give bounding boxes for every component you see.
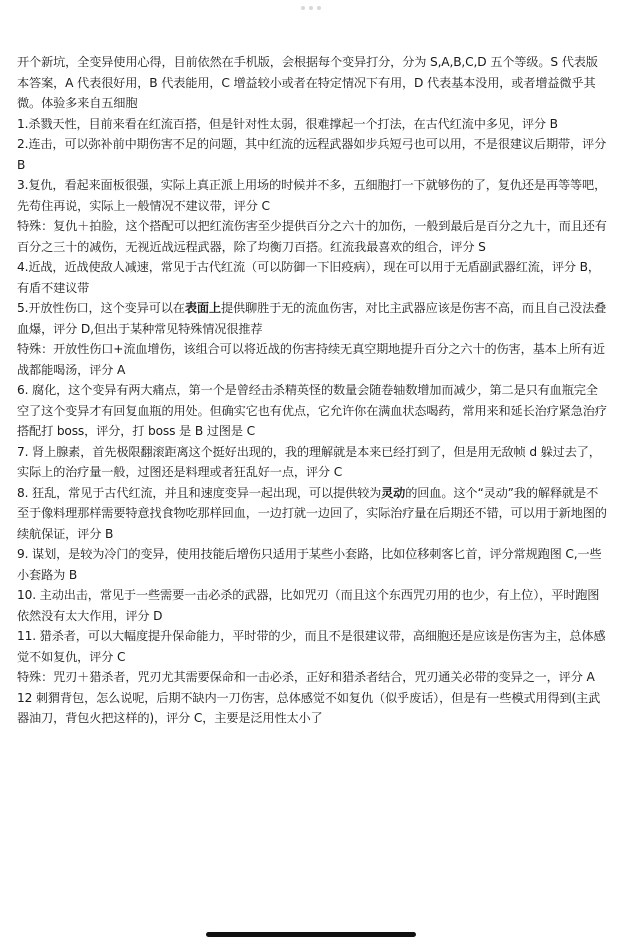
mutation-6-paragraph: 6. 腐化，这个变异有两大痛点，第一个是曾经击杀精英怪的数量会随卷轴数增加而减少，第二是只有血瓶完全空了这个变异才有回复血瓶的用处。但确实它也有优点，它允许你在满血状态喝药，常用来和延长治疗紧急治疗搭配打 boss，评分，打 boss 是 B 过图是 C [17,383,607,438]
text-segment: 5.开放性伤口，这个变异可以在 [17,301,185,315]
mutation-10-paragraph: 10. 主动出击，常见于一些需要一击必杀的武器，比如咒刃（而且这个东西咒刃用的也少，有上位），平时跑图依然没有太大作用，评分 D [17,588,600,623]
mutation-4-paragraph: 4.近战，近战使敌人减速，常见于古代红流（可以防御一下旧疫病），现在可以用于无盾副武器红流，评分 B，有盾不建议带 [17,260,600,295]
intro-paragraph: 开个新坑，全变异使用心得，目前依然在手机版，会根据每个变异打分，分为 S,A,B,C,D 五个等级。S 代表版本答案，A 代表很好用，B 代表能用，C 增益较小或者在特定情况下有用，D 代表基本没用，或者增益微乎其微。体验多来自五细胞 [17,55,598,110]
mutation-5-paragraph [17,298,607,339]
mutation-9-paragraph: 9. 谋划，是较为冷门的变异，使用技能后增伤只适用于某些小套路，比如位移刺客匕首，评分常规跑图 C,一些小套路为 B [17,547,602,582]
mutation-5-special-paragraph: 特殊：开放性伤口+流血增伤，该组合可以将近战的伤害持续无真空期地提升百分之六十的伤害，基本上所有近战都能喝汤，评分 A [17,342,605,377]
home-indicator-bar[interactable] [206,932,416,937]
mutation-1-paragraph: 1.杀戮天性，目前来看在红流百搭，但是针对性太弱，很难撑起一个打法，在古代红流中多见，评分 B [17,116,558,131]
document-body [17,52,607,729]
text-segment: 8. 狂乱，常见于古代红流，并且和速度变异一起出现，可以提供较为 [17,485,382,500]
mutation-3-paragraph: 3.复仇，看起来面板很强，实际上真正派上用场的时候并不多，五细胞打一下就够伤的了，复仇还是再等等吧，先苟住再说，实际上一般情况不建议带，评分 C [17,178,607,213]
mutation-12-paragraph: 12 刺猬背包，怎么说呢，后期不缺内一刀伤害，总体感觉不如复仇（似乎废话），但是有一些模式用得到(主武器油刀，背包火把这样的)，评分 C，主要是泛用性太小了 [17,690,601,725]
bold-text-segment: 灵动 [381,485,406,500]
text-segment: 提供聊胜于无的流血伤害，对比主武器应该是伤害不高，而且自己没法叠血爆，评分 D,但出于某种常见特殊情况很推荐 [17,301,607,336]
mutation-3-special-paragraph: 特殊：复仇＋拍脸，这个搭配可以把红流伤害至少提供百分之六十的加伤，一般到最后是百分之九十，而且还有百分之三十的减伤，无视近战远程武器，除了均衡刀百搭。红流我最喜欢的组合，评分 S [17,219,607,254]
text-segment: 的回血。这个“灵动”我的解释就是不至于像料理那样需要特意找食物吃那样回血，一边打就一边回了，实际治疗量在后期还不错，可以用于新地图的续航保证，评分 B [17,485,607,541]
status-indicator-dots [0,6,621,10]
mutation-2-paragraph: 2.连击，可以弥补前中期伤害不足的问题，其中红流的远程武器如步兵短弓也可以用，不是很建议后期带，评分 B [17,137,607,172]
mutation-7-paragraph: 7. 肾上腺素，首先极限翻滚距离这个挺好出现的，我的理解就是本来已经打到了，但是用无敌帧 d 躲过去了，实际上的治疗量一般，过图还是料理或者狂乱好一点，评分 C [17,444,601,479]
bold-text-segment: 表面上 [184,301,221,315]
dot [317,6,321,10]
mutation-11-paragraph: 11. 猎杀者，可以大幅度提升保命能力，平时带的少，而且不是很建议带，高细胞还是应该是伤害为主，总体感觉不如复仇，评分 C [17,629,606,664]
mutation-8-paragraph [17,483,607,545]
dot [309,6,313,10]
mutation-11-special-paragraph: 特殊：咒刃＋猎杀者，咒刃尤其需要保命和一击必杀，正好和猎杀者结合，咒刃通关必带的变异之一，评分 A [17,670,595,684]
dot [301,6,305,10]
